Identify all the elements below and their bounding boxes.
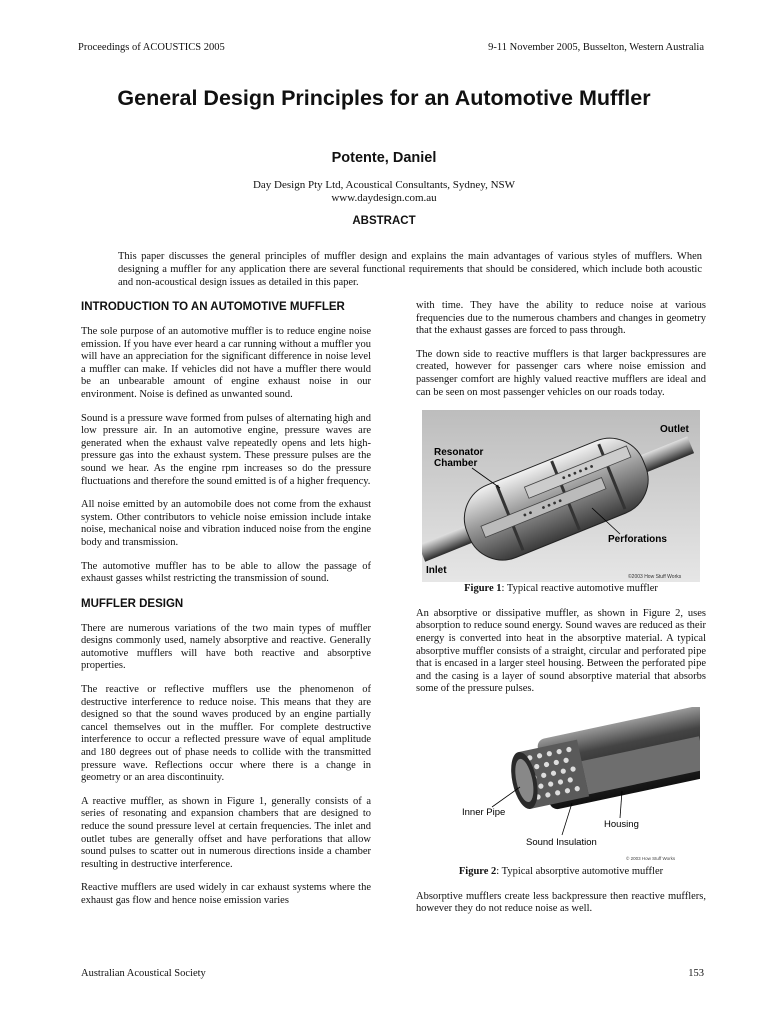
paragraph: An absorptive or dissipative muffler, as shown in Figure 2, uses absorption to reduce sound energy. Sound waves are reduced as their energy is converted into heat in the absorptive material. A typical absorptive muffler consists of a straight, circular and perforated pipe that is encased in a larger steel housing. Between the perforated pipe and the casing is a layer of sound absorptive material that absorbs some of the pressure pulses. (416, 607, 706, 695)
label-chamber: Chamber (434, 458, 478, 470)
paragraph: The sole purpose of an automotive muffler is to reduce engine noise emission. If you have ever heard a car running without a muffler you will have an appreciation for the significant difference in noise level a muffler can make. If vehicles did not have a muffler there would be an unbearable amount of engine exhaust noise in our environment. Noise is defined as unwanted sound. (81, 326, 371, 400)
section-heading-introduction: INTRODUCTION TO AN AUTOMOTIVE MUFFLER (81, 301, 345, 313)
figure-copyright: © 2003 How Stuff Works (626, 855, 676, 861)
left-column (81, 300, 371, 919)
absorptive-muffler-illustration (422, 707, 700, 865)
proceedings-label: Proceedings of ACOUSTICS 2005 (78, 42, 225, 53)
figure-2-caption (416, 866, 706, 879)
label-housing: Housing (604, 818, 639, 830)
abstract-text: This paper discusses the general principles of muffler design and explains the main advantages of various styles of mufflers. When designing a muffler for any application there are several functional requirements that should be considered, which include both acoustic and non-acoustical design issues as detailed in this paper. (118, 251, 702, 289)
paragraph: All noise emitted by an automobile does not come from the exhaust system. Other contributors to vehicle noise emission include intake noise, mechanical noise and vibration induced noise from the engine body and transmission. (81, 499, 371, 548)
label-sound-insulation: Sound Insulation (526, 836, 597, 848)
paragraph: Absorptive mufflers create less backpressure then reactive mufflers, however they do not reduce noise as well. (416, 890, 706, 915)
paragraph: The reactive or reflective mufflers use the phenomenon of destructive interference to reduce noise. This means that they are designed so that the sound waves produced by an engine partially cancel themselves out in the muffler. For complete destructive interference to occur a reflected pressure wave of equal amplitude and 180 degrees out of phase needs to collide with the transmitted pressure wave. Reflections occur where there is a change in geometry or an area discontinuity. (81, 684, 371, 784)
paragraph: A reactive muffler, as shown in Figure 1, generally consists of a series of resonating and expansion chambers that are designed to reduce the sound pressure level at certain frequencies. The inlet and outlet tubes are generally offset and have perforations that allow sound pulses to scatter out in numerous directions inside a chamber resulting in destructive interference. (81, 795, 371, 870)
label-outlet: Outlet (660, 424, 689, 436)
society-name: Australian Acoustical Society (81, 968, 206, 979)
caption-text: : Typical reactive automotive muffler (501, 583, 658, 595)
caption-text: : Typical absorptive automotive muffler (496, 865, 664, 877)
figure-copyright: ©2003 How Stuff Works (628, 574, 682, 581)
caption-label: Figure 2 (458, 865, 497, 877)
page-number: 153 (688, 968, 704, 979)
paragraph: Sound is a pressure wave formed from pulses of alternating high and low pressure air. In an automotive engine, pressure waves are generated when the exhaust valve repeatedly opens and lets high-pressure gas into the exhaust system. These pressure pulses are the sound we hear. As the engine rpm increases so do the pressure fluctuations and therefore the sound emitted is of a higher frequency. (81, 412, 371, 487)
label-resonator: Resonator (434, 447, 484, 459)
label-inlet: Inlet (426, 565, 447, 577)
paragraph: There are numerous variations of the two main types of muffler designs commonly used, namely absorptive and reactive. Generally automotive mufflers will have both reactive and absorptive properties. (81, 622, 371, 672)
reactive-muffler-illustration (422, 410, 700, 582)
caption-label: Figure 1 (464, 583, 502, 595)
figure-1-caption (416, 583, 706, 596)
abstract-heading: ABSTRACT (352, 215, 416, 227)
affiliation-line: Day Design Pty Ltd, Acoustical Consultants, Sydney, NSW (252, 179, 516, 191)
conference-date-location: 9-11 November 2005, Busselton, Western Australia (488, 42, 704, 53)
affiliation (0, 179, 768, 205)
section-heading-muffler-design: MUFFLER DESIGN (81, 597, 184, 610)
paper-title: General Design Principles for an Automotive Muffler (117, 86, 651, 110)
author-name: Potente, Daniel (331, 150, 437, 166)
paragraph: Reactive mufflers are used widely in car exhaust systems where the exhaust gas flow and hence noise emission varies (81, 882, 371, 906)
label-perforations: Perforations (608, 534, 667, 546)
paragraph: The automotive muffler has to be able to allow the passage of exhaust gasses whilst restricting the transmission of sound. (81, 560, 371, 585)
paragraph: The down side to reactive mufflers is that larger backpressures are created, however for passenger cars where noise emission and passenger comfort are highly valued reactive mufflers are ideal and can be seen on most passenger vehicles on our roads today. (416, 348, 706, 398)
right-column (416, 300, 706, 927)
label-inner-pipe: Inner Pipe (462, 806, 506, 818)
affiliation-website: www.daydesign.com.au (331, 192, 437, 204)
figure-2-absorptive-muffler (422, 707, 700, 865)
paragraph: with time. They have the ability to reduce noise at various frequencies due to the numerous chambers and changes in geometry that the exhaust gasses are forced to pass through. (416, 300, 706, 337)
figure-1-reactive-muffler (422, 410, 700, 582)
